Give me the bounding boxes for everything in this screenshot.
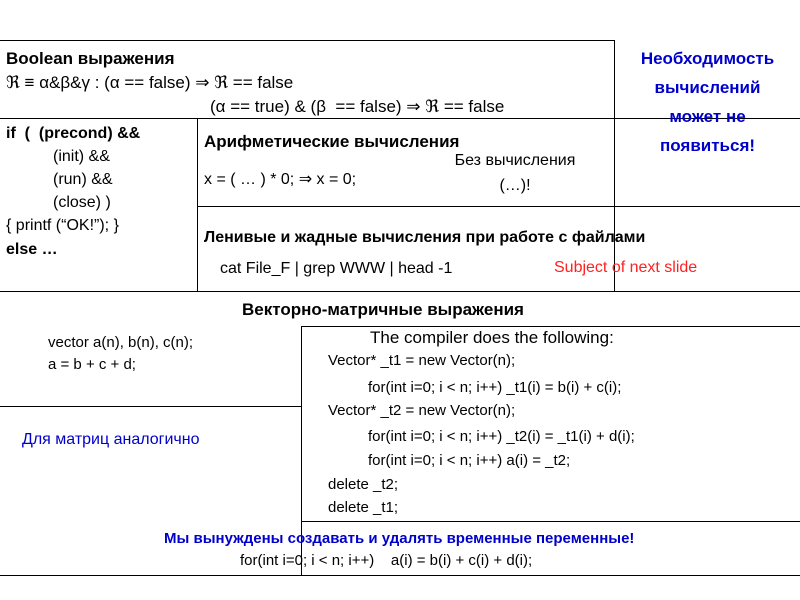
if-line-6: else … (6, 241, 58, 258)
if-box-right-border (197, 118, 198, 292)
code-line-2: for(int i=0; i < n; i++) _t1(i) = b(i) + c(i); (368, 379, 622, 396)
vector-decl-line-1: vector a(n), b(n), c(n); (48, 334, 194, 351)
code-line-7: delete _t1; (328, 499, 399, 516)
bottom-box-bottom-border (0, 575, 800, 576)
if-line-4: (close) ) (53, 194, 111, 211)
if-line-3: (run) && (53, 171, 113, 188)
if-line-2: (init) && (53, 148, 110, 165)
compiler-intro: The compiler does the following: (370, 328, 614, 347)
lazy-title: Ленивые и жадные вычисления при работе с файлами (204, 229, 646, 246)
arith-box-bottom-border (197, 206, 800, 207)
arith-formula: x = ( … ) * 0; ⇒ x = 0; (204, 171, 357, 188)
decl-box-bottom-border (0, 406, 301, 407)
vector-title: Векторно-матричные выражения (242, 300, 524, 319)
lazy-command: cat File_F | grep WWW | head -1 (220, 260, 453, 277)
code-line-4: for(int i=0; i < n; i++) _t2(i) = _t1(i) + d(i); (368, 428, 635, 445)
code-line-3: Vector* _t2 = new Vector(n); (328, 402, 516, 419)
necessity-line-4: появиться! (659, 136, 756, 155)
arith-note (420, 148, 610, 198)
boolean-line-1: ℜ ≡ α&β&γ : (α == false) ⇒ ℜ == false (6, 73, 294, 92)
if-line-1: if ( (precond) && (6, 125, 141, 142)
boolean-line-2: (α == true) & (β == false) ⇒ ℜ == false (210, 97, 505, 116)
necessity-line-1: Необходимость (640, 49, 775, 68)
necessity-line-2: вычислений (654, 78, 761, 97)
arith-note-line-1: Без вычисления (454, 152, 576, 169)
arith-title: Арифметические вычисления (204, 132, 460, 151)
forced-note: Мы вынуждены создавать и удалять временные переменные! (164, 530, 635, 547)
code-line-5: for(int i=0; i < n; i++) a(i) = _t2; (368, 452, 571, 469)
compiler-box-left-border (301, 326, 302, 521)
arith-note-line-2: (…)! (499, 177, 531, 194)
boolean-title: Boolean выражения (6, 49, 175, 68)
compiler-box-top-border (301, 326, 800, 327)
code-line-1: Vector* _t1 = new Vector(n); (328, 352, 516, 369)
final-loop: for(int i=0; i < n; i++) a(i) = b(i) + c(i) + d(i); (240, 552, 533, 569)
necessity-note (615, 44, 800, 160)
subject-note: Subject of next slide (554, 259, 698, 276)
vector-decl-line-2: a = b + c + d; (48, 356, 136, 373)
code-line-6: delete _t2; (328, 476, 399, 493)
necessity-line-3: может не (669, 107, 746, 126)
top-divider (0, 40, 614, 41)
section-divider (0, 291, 800, 292)
matrix-note: Для матриц аналогично (22, 431, 200, 448)
if-line-5: { printf (“OK!”); } (6, 217, 119, 234)
bottom-box-top-border (301, 521, 800, 522)
